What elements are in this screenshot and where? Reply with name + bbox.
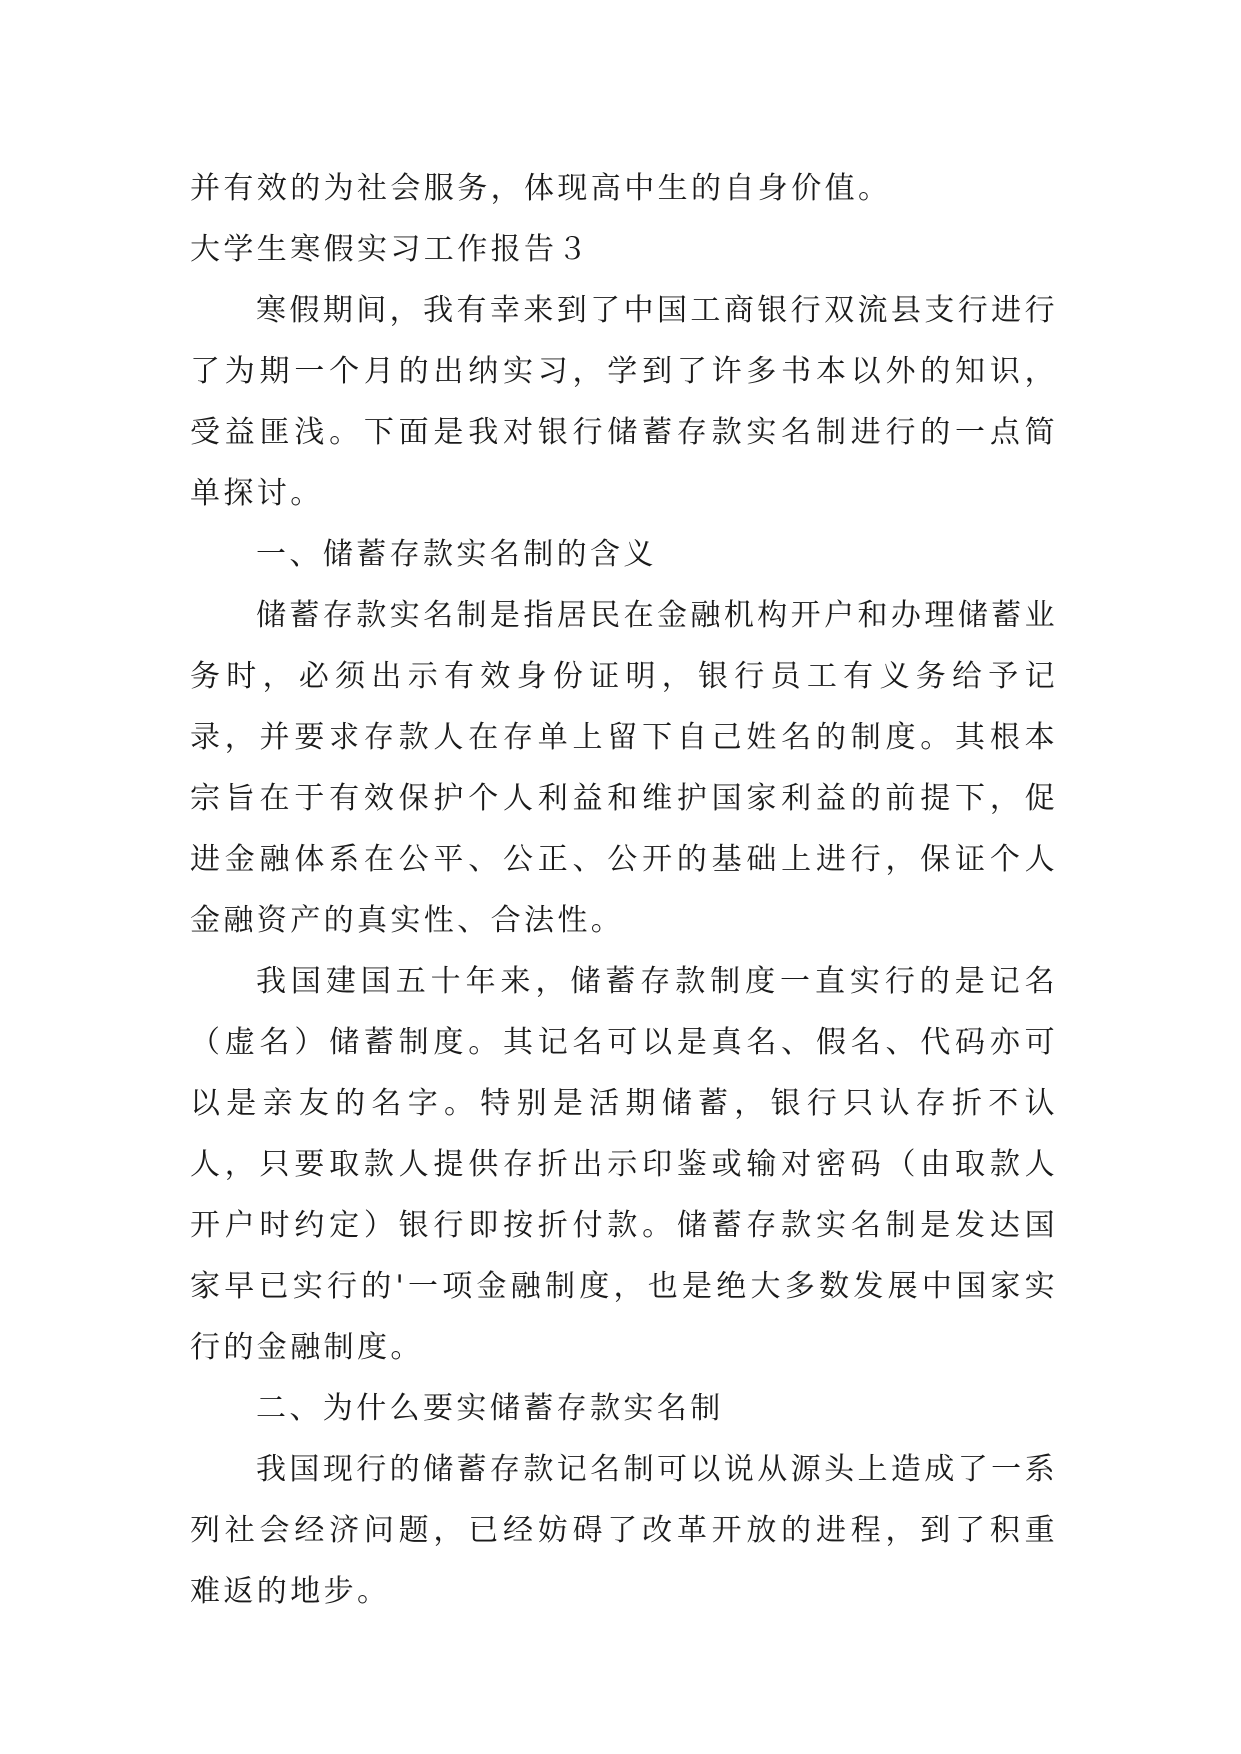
document-body	[190, 158, 1058, 1622]
paragraph-intro: 寒假期间，我有幸来到了中国工商银行双流县支行进行了为期一个月的出纳实习，学到了许多书本以外的知识，受益匪浅。下面是我对银行储蓄存款实名制进行的一点简单探讨。	[190, 293, 1058, 511]
subheading-meaning: 一、储蓄存款实名制的含义	[256, 537, 657, 572]
section-heading: 大学生寒假实习工作报告３	[190, 232, 591, 267]
subheading-why: 二、为什么要实储蓄存款实名制	[256, 1391, 724, 1426]
paragraph-continuation: 并有效的为社会服务，体现高中生的自身价值。	[190, 171, 892, 206]
paragraph-problems: 我国现行的储蓄存款记名制可以说从源头上造成了一系列社会经济问题，已经妨碍了改革开放的进程，到了积重难返的地步。	[190, 1452, 1058, 1609]
paragraph-definition: 储蓄存款实名制是指居民在金融机构开户和办理储蓄业务时，必须出示有效身份证明，银行员工有义务给予记录，并要求存款人在存单上留下自己姓名的制度。其根本宗旨在于有效保护个人利益和维护国家利益的前提下，促进金融体系在公平、公正、公开的基础上进行，保证个人金融资产的真实性、合法性。	[190, 598, 1058, 938]
paragraph-history: 我国建国五十年来，储蓄存款制度一直实行的是记名（虚名）储蓄制度。其记名可以是真名、假名、代码亦可以是亲友的名字。特别是活期储蓄，银行只认存折不认人，只要取款人提供存折出示印鉴或输对密码（由取款人开户时约定）银行即按折付款。储蓄存款实名制是发达国家早已实行的'一项金融制度，也是绝大多数发展中国家实行的金融制度。	[190, 964, 1058, 1365]
